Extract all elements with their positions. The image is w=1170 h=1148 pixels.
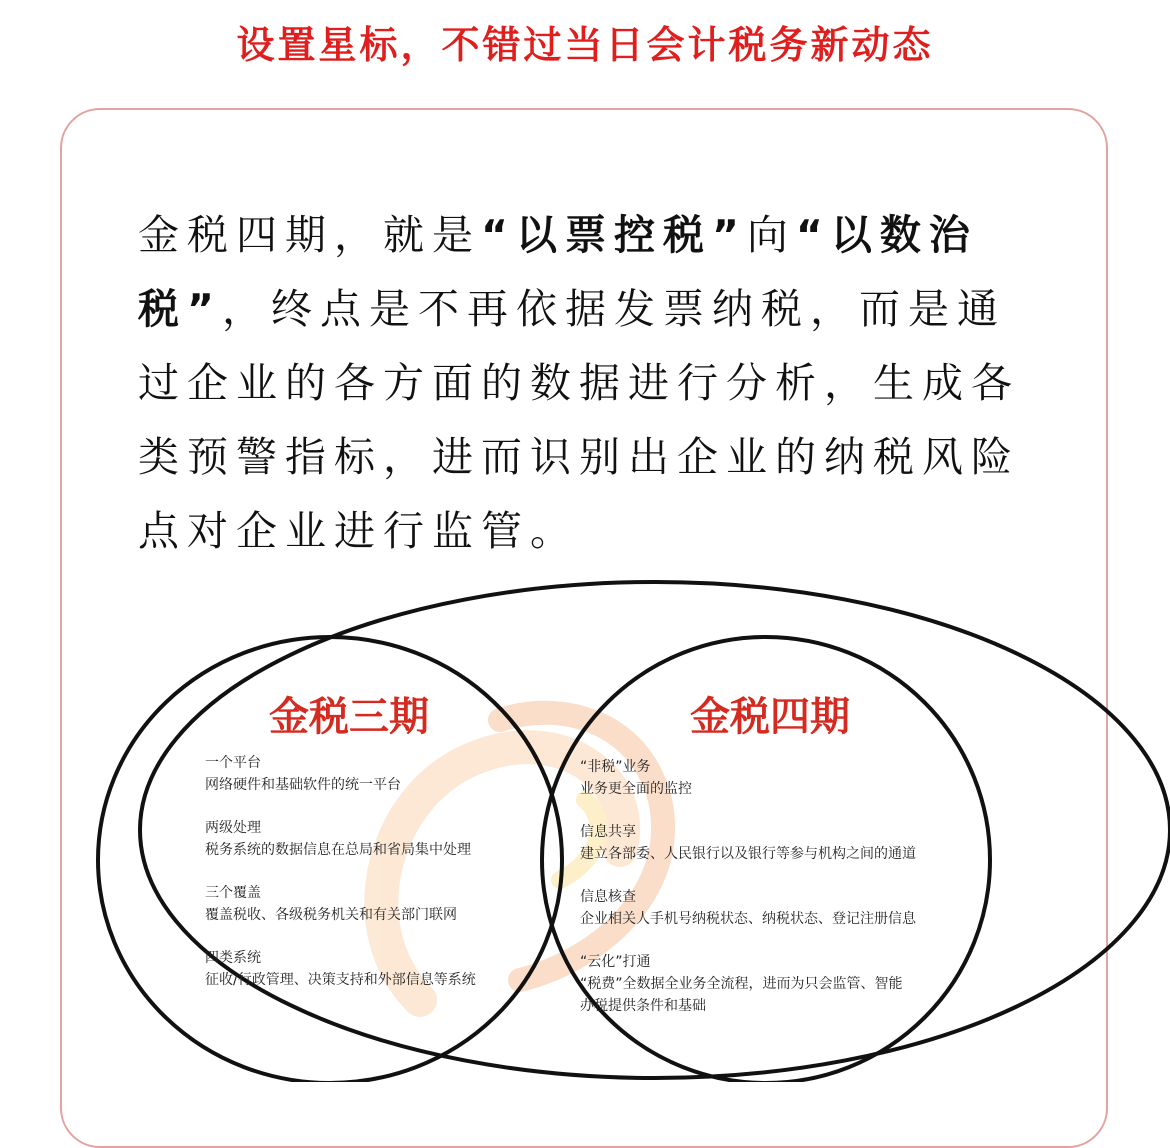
left-item-detail: 税务系统的数据信息在总局和省局集中处理 [205, 842, 471, 858]
left-item-heading: 两级处理 [205, 820, 261, 836]
right-item-heading: 信息核查 [580, 889, 636, 905]
para-bold-2: “以数治税” [138, 211, 978, 333]
left-circle-title: 金税三期 [269, 694, 429, 740]
left-item-detail: 覆盖税收、各级税务机关和有关部门联网 [205, 907, 457, 923]
para-part-2: 向 [746, 211, 796, 259]
left-item-heading: 一个平台 [205, 755, 261, 771]
right-item-heading: “非税”业务 [580, 759, 651, 775]
right-item-heading: 信息共享 [580, 824, 636, 840]
right-item-detail: 建立各部委、人民银行以及银行等参与机构之间的通道 [580, 846, 916, 862]
left-item-detail: 网络硬件和基础软件的统一平台 [205, 777, 401, 793]
para-part-3: ，终点是不再依据发票纳税，而是通过企业的各方面的数据进行分析，生成各类预警指标，进而识别出企业的纳税风险点对企业进行监管。 [138, 285, 1020, 555]
right-item-detail: 办税提供条件和基础 [580, 998, 706, 1014]
para-bold-1: “以票控税” [481, 211, 747, 259]
left-item-detail: 征收/行政管理、决策支持和外部信息等系统 [205, 972, 476, 988]
right-item-detail: “税费”全数据全业务全流程，进而为只会监管、智能 [580, 976, 903, 992]
right-item-heading: “云化”打通 [580, 954, 651, 970]
left-item-heading: 三个覆盖 [205, 885, 261, 901]
right-item-detail: 企业相关人手机号纳税状态、纳税状态、登记注册信息 [580, 911, 916, 927]
right-item-detail: 业务更全面的监控 [580, 781, 692, 797]
para-part-1: 金税四期，就是 [138, 211, 481, 259]
left-item-heading: 四类系统 [205, 950, 261, 966]
banner-title: 设置星标，不错过当日会计税务新动态 [236, 23, 934, 67]
right-circle-title: 金税四期 [690, 694, 850, 740]
